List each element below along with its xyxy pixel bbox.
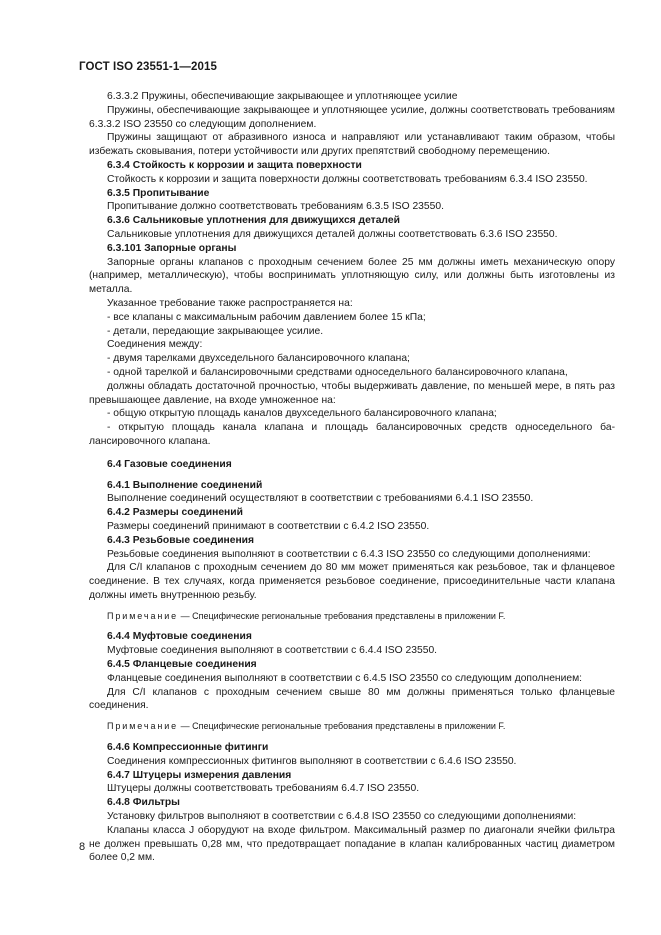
paragraph: Сальниковые уплотнения для движущихся деталей должны соответствовать 6.3.6 ISO 23550.	[107, 228, 558, 240]
section-heading: 6.4.7 Штуцеры измерения давления	[107, 769, 292, 781]
section-heading: 6.4 Газовые соединения	[107, 458, 232, 470]
paragraph: Соединения между:	[107, 339, 203, 351]
paragraph: Пропитывание должно соответствовать требованиям 6.3.5 ISO 23550.	[107, 201, 444, 213]
paragraph: Запорные органы клапанов с проходным сечением более 25 мм должны иметь механическую опору (например, металлическую), чтобы воспринимать уплотняющую силу, или должны быть изготовлены из металла.	[89, 256, 615, 296]
note-text: — Специфические региональные требования представлены в приложении F.	[178, 610, 506, 621]
section-heading: 6.4.3 Резьбовые соединения	[107, 534, 255, 546]
paragraph: Пружины защищают от абразивного износа и направляют или устанавливают таким образом, чтобы избежать сковывания, потери устойчивости или других препятствий свободному перемещению.	[89, 132, 615, 158]
paragraph: Клапаны класса J оборудуют на входе фильтром. Максимальный размер по диагонали ячейки фильтра не должен превышать 0,28 мм, что предотвращает попадание в клапан калиброванных частиц диаметром более 0,2 мм.	[89, 824, 615, 864]
paragraph: - детали, передающие закрывающее усилие.	[107, 325, 324, 337]
spacer	[89, 472, 615, 479]
section-heading: 6.4.4 Муфтовые соединения	[107, 631, 252, 643]
note-label: Примечание	[107, 610, 179, 621]
paragraph: 6.3.3.2 Пружины, обеспечивающие закрывающее и уплотняющее усилие	[107, 91, 458, 102]
paragraph: Для C/I клапанов с проходным сечением свыше 80 мм должны применяться только фланцевые соединения.	[89, 686, 615, 712]
note-label: Примечание	[107, 721, 179, 732]
document-body	[89, 90, 615, 865]
paragraph: Выполнение соединений осуществляют в соответствии с требованиями 6.4.1 ISO 23550.	[107, 493, 534, 505]
paragraph: Стойкость к коррозии и защита поверхности должны соответствовать требованиям 6.3.4 ISO 23550.	[107, 173, 588, 185]
paragraph: Указанное требование также распространяется на:	[107, 297, 353, 309]
paragraph: Пружины, обеспечивающие закрывающее и уплотняющее усилие, должны соответствовать требованиям 6.3.3.2 ISO 23550 со следующим дополнением.	[89, 104, 615, 130]
spacer	[89, 713, 615, 720]
paragraph: - открытую площадь канала клапана и площадь балансировочных средств односедельного балансировочного клапана.	[89, 422, 615, 447]
paragraph: - одной тарелкой и балансировочными средствами односедельного балансировочного клапана,	[107, 366, 568, 378]
section-heading: 6.4.6 Компрессионные фитинги	[107, 742, 269, 754]
paragraph: Соединения компрессионных фитингов выполняют в соответствии с 6.4.6 ISO 23550.	[107, 755, 517, 767]
paragraph: Резьбовые соединения выполняют в соответствии с 6.4.3 ISO 23550 со следующими дополнениями:	[107, 548, 591, 560]
paragraph: должны обладать достаточной прочностью, чтобы выдерживать давление, по меньшей мере, в пять раз превышающее давление, на входе умноженное на:	[89, 380, 615, 406]
paragraph: - двумя тарелками двухседельного балансировочного клапана;	[107, 353, 410, 365]
page-number: 8	[79, 841, 86, 853]
paragraph: Для C/I клапанов с проходным сечением до 80 мм может применяться как резьбовое, так и фланцевое соединение. В тех случаях, когда применяется резьбовое соединение, присоединительные части клапана должны иметь внутреннюю резьбу.	[89, 562, 615, 601]
paragraph: Установку фильтров выполняют в соответствии с 6.4.8 ISO 23550 со следующими дополнениями:	[107, 811, 577, 823]
section-heading: 6.4.5 Фланцевые соединения	[107, 659, 257, 671]
section-heading: 6.3.5 Пропитывание	[107, 187, 210, 199]
section-heading: 6.3.6 Сальниковые уплотнения для движущихся деталей	[107, 215, 400, 227]
document-header: ГОСТ ISO 23551-1—2015	[79, 61, 217, 73]
section-heading: 6.4.8 Фильтры	[107, 797, 180, 809]
section-heading: 6.3.4 Стойкость к коррозии и защита поверхности	[107, 159, 362, 171]
note-paragraph	[89, 720, 615, 734]
section-heading: 6.3.101 Запорные органы	[107, 242, 237, 254]
paragraph: - общую открытую площадь каналов двухседельного балансировочного клапана;	[107, 408, 497, 420]
note-paragraph	[89, 610, 615, 624]
note-text: — Специфические региональные требования представлены в приложении F.	[178, 721, 506, 732]
spacer	[89, 449, 615, 458]
paragraph: - все клапаны с максимальным рабочим давлением более 15 кПа;	[107, 311, 426, 323]
paragraph: Фланцевые соединения выполняют в соответствии с 6.4.5 ISO 23550 со следующим дополнением:	[107, 672, 583, 684]
paragraph: Размеры соединений принимают в соответствии с 6.4.2 ISO 23550.	[107, 520, 430, 532]
section-heading: 6.4.1 Выполнение соединений	[107, 479, 263, 491]
spacer	[89, 603, 615, 610]
section-heading: 6.4.2 Размеры соединений	[107, 507, 243, 519]
paragraph: Штуцеры должны соответствовать требованиям 6.4.7 ISO 23550.	[107, 783, 420, 795]
paragraph: Муфтовые соединения выполняют в соответствии с 6.4.4 ISO 23550.	[107, 645, 438, 657]
spacer	[89, 623, 615, 630]
spacer	[89, 734, 615, 741]
